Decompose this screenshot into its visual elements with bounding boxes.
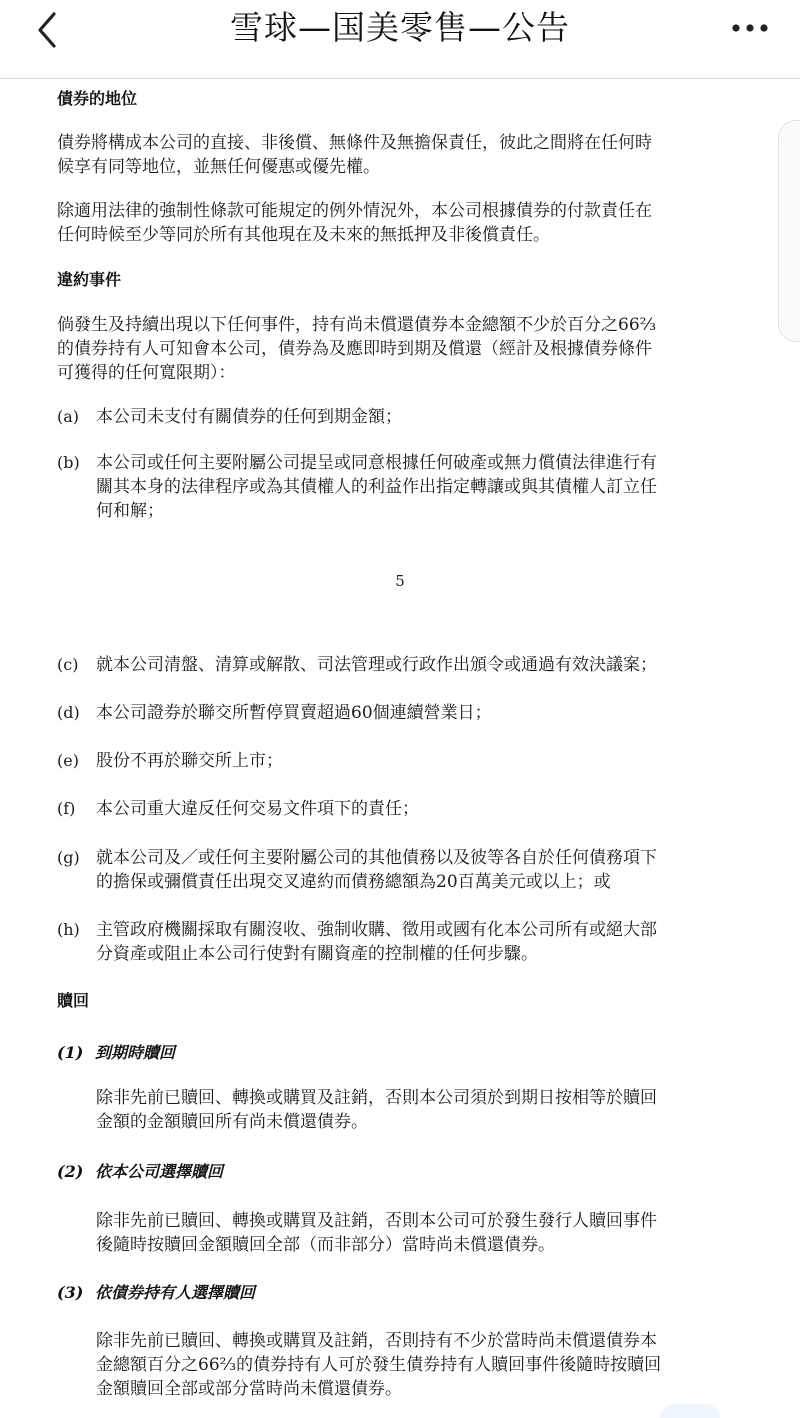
more-horizontal-icon xyxy=(730,20,770,36)
subsection-number: (2) xyxy=(57,1162,84,1181)
paragraph-line: 金額的金額贖回所有尚未償還債券。 xyxy=(96,1112,368,1132)
paragraph-line: 除非先前已贖回、轉換或購買及註銷，否則本公司須於到期日按相等於贖回 xyxy=(96,1088,657,1108)
subsection-heading xyxy=(57,1161,223,1183)
subsection-title: 依債券持有人選擇贖回 xyxy=(95,1283,256,1302)
subsection-title: 依本公司選擇贖回 xyxy=(95,1162,224,1181)
paragraph-line: 除非先前已贖回、轉換或購買及註銷，否則持有不少於當時尚未償還債券本 xyxy=(96,1331,657,1351)
item-text: 本公司或任何主要附屬公司提呈或同意根據任何破產或無力償債法律進行有 xyxy=(96,453,657,473)
top-nav-bar xyxy=(0,0,800,79)
item-text: 分資產或阻止本公司行使對有關資產的控制權的任何步驟。 xyxy=(96,944,538,964)
item-label: (e) xyxy=(57,751,79,770)
item-label: (f) xyxy=(57,799,76,818)
subsection-title: 到期時贖回 xyxy=(95,1043,176,1062)
item-label: (a) xyxy=(57,407,80,426)
chevron-left-icon xyxy=(30,10,70,50)
item-label: (c) xyxy=(57,655,79,674)
item-label: (g) xyxy=(57,848,80,867)
paragraph-line: 除適用法律的強制性條款可能規定的例外情況外，本公司根據債券的付款責任在 xyxy=(57,201,652,221)
paragraph-line: 倘發生及持續出現以下任何事件，持有尚未償還債券本金總額不少於百分之66⅔ xyxy=(57,315,657,335)
section-heading-redemption: 贖回 xyxy=(57,991,90,1010)
paragraph-line: 除非先前已贖回、轉換或購買及註銷，否則本公司可於發生發行人贖回事件 xyxy=(96,1211,657,1231)
subsection-heading xyxy=(57,1282,255,1304)
paragraph-line: 金總額百分之66⅔的債券持有人可於發生債券持有人贖回事件後隨時按贖回 xyxy=(96,1355,662,1375)
item-text: 何和解； xyxy=(96,501,164,521)
subsection-number: (1) xyxy=(57,1043,84,1062)
more-button[interactable] xyxy=(730,20,770,36)
item-label: (h) xyxy=(57,920,80,939)
item-text: 就本公司及／或任何主要附屬公司的其他債務以及彼等各自於任何債務項下 xyxy=(96,848,657,868)
item-text: 關其本身的法律程序或為其債權人的利益作出指定轉讓或與其債權人訂立任 xyxy=(96,477,657,497)
paragraph-line: 債券將構成本公司的直接、非後償、無條件及無擔保責任，彼此之間將在任何時 xyxy=(57,133,652,153)
paragraph-line: 金額贖回全部或部分當時尚未償還債券。 xyxy=(96,1379,402,1399)
section-heading-status: 債券的地位 xyxy=(57,89,138,108)
paragraph-line: 候享有同等地位，並無任何優惠或優先權。 xyxy=(57,157,380,177)
paragraph-line: 任何時候至少等同於所有其他現在及未來的無抵押及非後償責任。 xyxy=(57,225,550,245)
document-body xyxy=(0,78,800,1416)
paragraph-line: 後隨時按贖回金額贖回全部（而非部分）當時尚未償還債券。 xyxy=(96,1235,555,1255)
item-text: 就本公司清盤、清算或解散、司法管理或行政作出頒令或通過有效決議案； xyxy=(96,655,657,675)
item-label: (b) xyxy=(57,453,80,472)
section-heading-default: 違約事件 xyxy=(57,270,122,289)
item-text: 本公司未支付有關債券的任何到期金額； xyxy=(96,407,402,427)
item-label: (d) xyxy=(57,703,80,722)
paragraph-line: 的債券持有人可知會本公司，債券為及應即時到期及償還（經計及根據債券條件 xyxy=(57,339,652,359)
page-number: 5 xyxy=(395,572,405,590)
subsection-number: (3) xyxy=(57,1283,84,1302)
back-button[interactable] xyxy=(30,10,70,50)
item-text: 股份不再於聯交所上市； xyxy=(96,751,283,771)
item-text: 本公司重大違反任何交易文件項下的責任； xyxy=(96,799,419,819)
subsection-heading xyxy=(57,1042,175,1064)
page-title: 雪球—国美零售—公告 xyxy=(230,8,570,47)
paragraph-line: 可獲得的任何寬限期）： xyxy=(57,363,236,383)
item-text: 本公司證券於聯交所暫停買賣超過60個連續營業日； xyxy=(96,703,492,723)
item-text: 主管政府機關採取有關沒收、強制收購、徵用或國有化本公司所有或絕大部 xyxy=(96,920,657,940)
item-text: 的擔保或彌償責任出現交叉違約而債務總額為20百萬美元或以上；或 xyxy=(96,872,611,892)
